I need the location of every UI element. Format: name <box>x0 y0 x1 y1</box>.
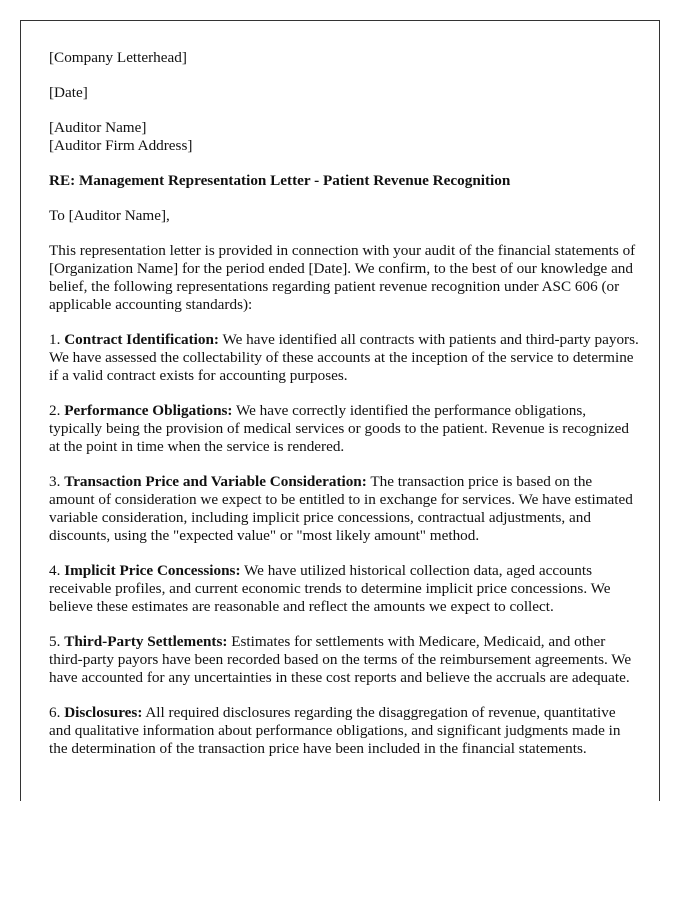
subject: RE: Management Representation Letter - Patient Revenue Recognition <box>49 172 511 189</box>
item-title: Contract Identification: <box>64 331 219 348</box>
item-title: Transaction Price and Variable Consideration: <box>64 473 367 490</box>
auditor-address: [Auditor Firm Address] <box>49 137 193 154</box>
letterhead: [Company Letterhead] <box>49 49 187 66</box>
item-title: Third-Party Settlements: <box>64 633 228 650</box>
item-number: 3. <box>49 473 65 490</box>
representation-item-2 <box>49 402 639 456</box>
item-number: 6. <box>49 704 65 721</box>
item-number: 5. <box>49 633 65 650</box>
date: [Date] <box>49 84 88 101</box>
subject-line <box>49 172 639 190</box>
auditor-name: [Auditor Name] <box>49 119 147 136</box>
intro-paragraph: This representation letter is provided in connection with your audit of the financial statements of [Organization Name] for the period ended [Date]. We confirm, to the best of our knowledge and belief, the following representations regarding patient revenue recognition under ASC 606 (or applicable accounting standards): <box>49 242 636 313</box>
letter-body <box>49 49 639 775</box>
auditor-block <box>49 119 639 155</box>
salutation: To [Auditor Name], <box>49 207 170 224</box>
item-text: We have utilized historical collection data, aged accounts receivable profiles, and current economic trends to determine implicit price concessions. We believe these estimates are reasonable and reflect the amounts we expect to collect. <box>49 562 611 615</box>
item-text: We have correctly identified the performance obligations, typically being the provision of medical services or goods to the patient. Revenue is recognized at the point in time when the service is rendered. <box>49 402 629 455</box>
representation-item-5 <box>49 633 639 687</box>
representation-item-1 <box>49 331 639 385</box>
representation-item-6 <box>49 704 639 758</box>
item-title: Performance Obligations: <box>64 402 233 419</box>
item-title: Implicit Price Concessions: <box>64 562 241 579</box>
item-title: Disclosures: <box>64 704 143 721</box>
item-number: 2. <box>49 402 65 419</box>
representation-item-3 <box>49 473 639 545</box>
item-text: All required disclosures regarding the disaggregation of revenue, quantitative and qualitative information about performance obligations, and significant judgments made in the determination of the transaction price have been included in the financial statements. <box>49 704 621 757</box>
letter-page <box>20 20 660 801</box>
item-number: 4. <box>49 562 65 579</box>
item-text: Estimates for settlements with Medicare, Medicaid, and other third-party payors have been recorded based on the terms of the reimbursement agreements. We have accounted for any uncertainties in these cost reports and believe the accruals are adequate. <box>49 633 632 686</box>
item-text: We have identified all contracts with patients and third-party payors. We have assessed the collectability of these accounts at the inception of the service to determine if a valid contract exists for accounting purposes. <box>49 331 639 384</box>
representation-item-4 <box>49 562 639 616</box>
item-text: The transaction price is based on the amount of consideration we expect to be entitled to in exchange for services. We have estimated variable consideration, including implicit price concessions, contractual adjustments, and discounts, using the "expected value" or "most likely amount" method. <box>49 473 633 544</box>
item-number: 1. <box>49 331 65 348</box>
